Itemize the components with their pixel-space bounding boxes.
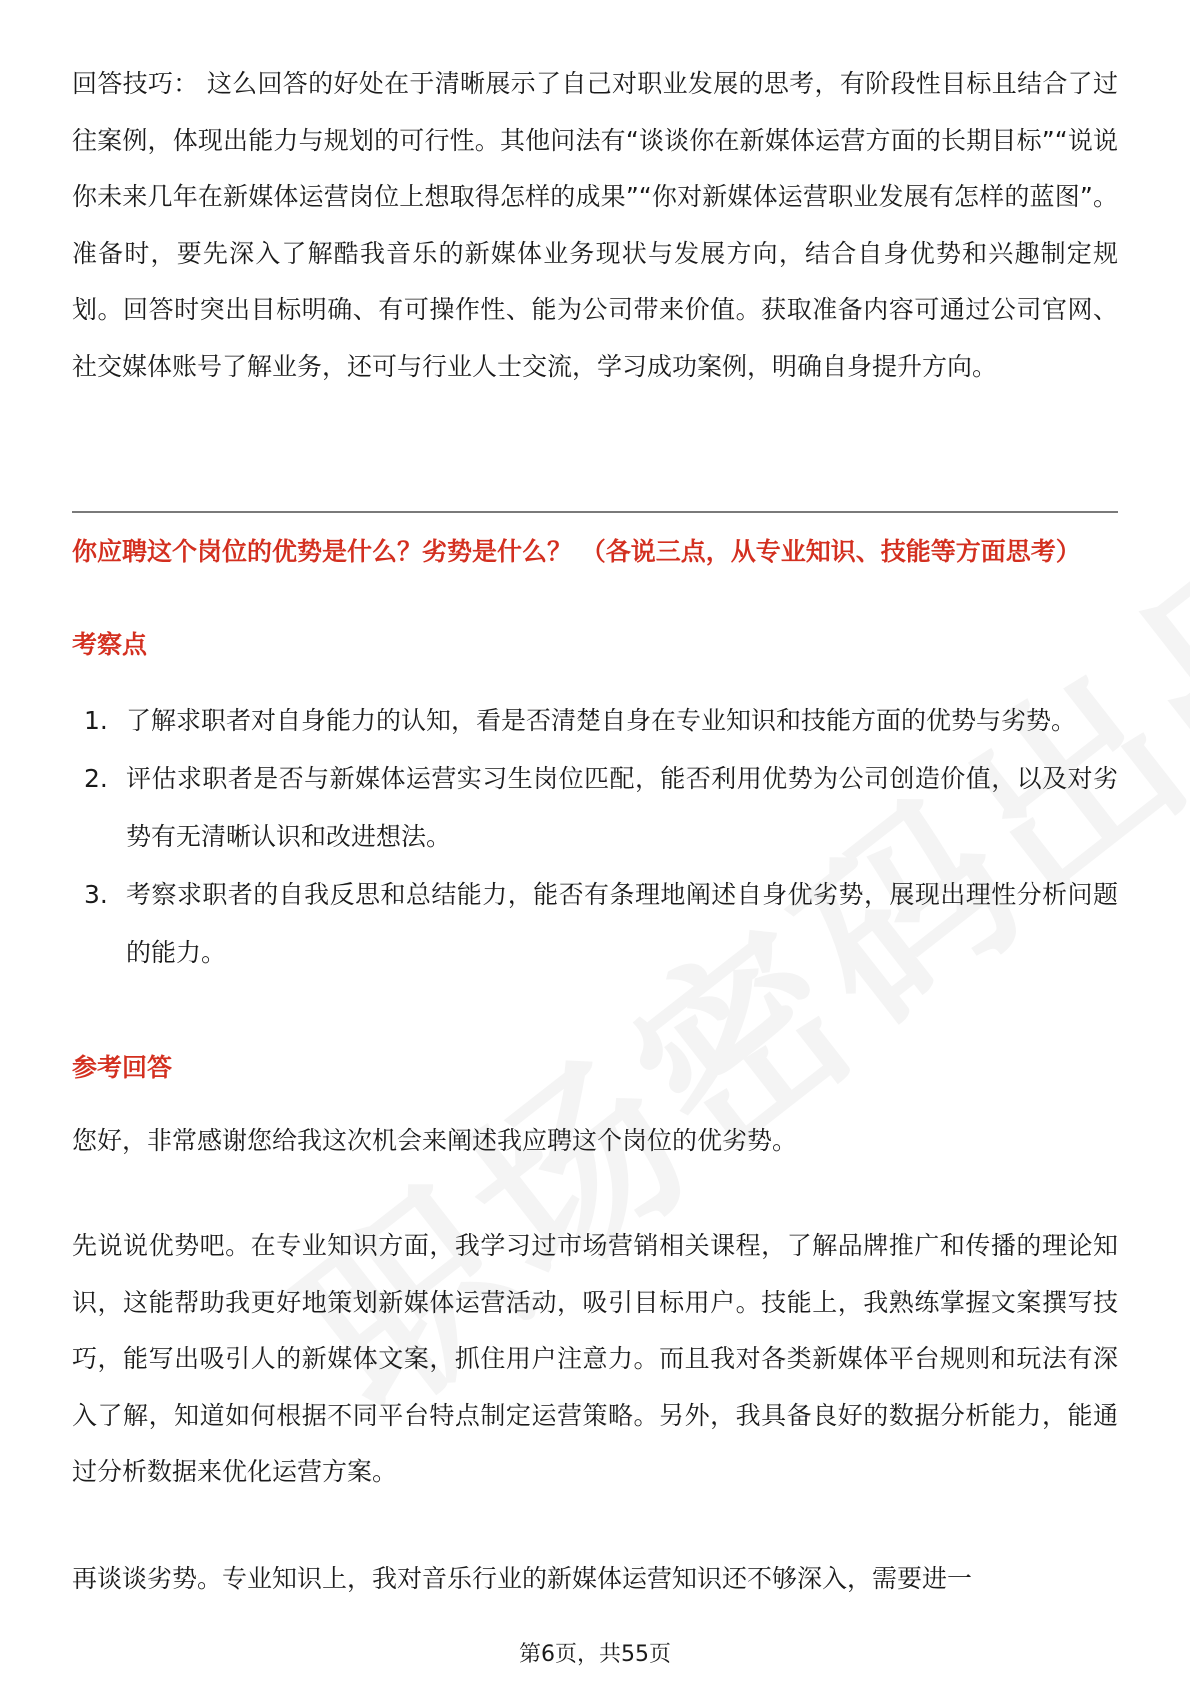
list-text: 评估求职者是否与新媒体运营实习生岗位匹配，能否利用优势为公司创造价值，以及对劣势有无清晰认识和改进想法。 [126, 764, 1118, 851]
list-item [72, 866, 1118, 982]
page-number: 第6页，共55页 [519, 1642, 671, 1667]
list-number: 2. [84, 764, 108, 793]
answer-heading: 参考回答 [72, 1053, 173, 1082]
answer-paragraph: 先说说优势吧。在专业知识方面，我学习过市场营销相关课程，了解品牌推广和传播的理论知识，这能帮助我更好地策划新媒体运营活动，吸引目标用户。技能上，我熟练掌握文案撰写技巧，能写出吸引人的新媒体文案，抓住用户注意力。而且我对各类新媒体平台规则和玩法有深入了解，知道如何根据不同平台特点制定运营策略。另外，我具备良好的数据分析能力，能通过分析数据来优化运营方案。 [72, 1231, 1118, 1486]
list-item [72, 692, 1118, 750]
tip-paragraph: 回答技巧： 这么回答的好处在于清晰展示了自己对职业发展的思考，有阶段性目标且结合了过往案例，体现出能力与规划的可行性。其他问法有“谈谈你在新媒体运营方面的长期目标”“说说你未来几年在新媒体运营岗位上想取得怎样的成果”“你对新媒体运营职业发展有怎样的蓝图”。准备时，要先深入了解酷我音乐的新媒体业务现状与发展方向，结合自身优势和兴趣制定规划。回答时突出目标明确、有可操作性、能为公司带来价值。获取准备内容可通过公司官网、社交媒体账号了解业务，还可与行业人士交流，学习成功案例，明确自身提升方向。 [72, 69, 1118, 381]
tip-section [72, 56, 1118, 395]
list-item [72, 750, 1118, 866]
answer-paragraph: 再谈谈劣势。专业知识上，我对音乐行业的新媒体运营知识还不够深入，需要进一 [72, 1564, 973, 1593]
points-list [72, 692, 1118, 982]
answer-intro [72, 1113, 1118, 1170]
section-divider [72, 511, 1118, 513]
answer-strengths [72, 1218, 1118, 1501]
question-title: 你应聘这个岗位的优势是什么？劣势是什么？ （各说三点，从专业知识、技能等方面思考） [72, 537, 1081, 566]
list-number: 3. [84, 880, 108, 909]
answer-paragraph: 您好，非常感谢您给我这次机会来阐述我应聘这个岗位的优劣势。 [72, 1126, 798, 1155]
list-text: 了解求职者对自身能力的认知，看是否清楚自身在专业知识和技能方面的优势与劣势。 [126, 706, 1077, 735]
list-number: 1. [84, 706, 108, 735]
list-text: 考察求职者的自我反思和总结能力，能否有条理地阐述自身优劣势，展现出理性分析问题的能力。 [126, 880, 1118, 967]
answer-weaknesses [72, 1551, 1118, 1608]
points-heading: 考察点 [72, 630, 148, 659]
